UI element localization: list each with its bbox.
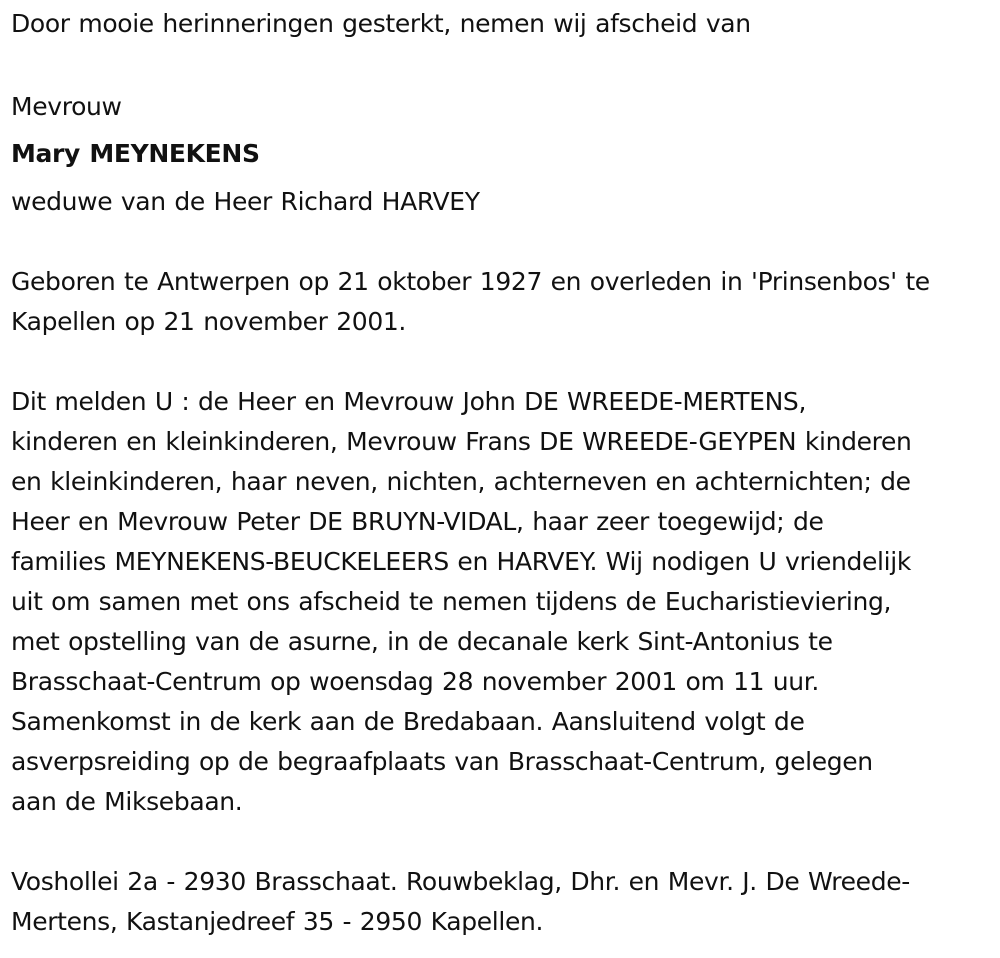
paragraph-line: kinderen en kleinkinderen, Mevrouw Frans DE WREEDE-GEYPEN kinderen [11,427,912,456]
address-paragraph [11,862,910,942]
paragraph-line: Brasschaat-Centrum op woensdag 28 november 2001 om 11 uur. [11,667,820,696]
paragraph-line: Voshollei 2a - 2930 Brasschaat. Rouwbeklag, Dhr. en Mevr. J. De Wreede- [11,867,910,896]
paragraph-line: uit om samen met ons afscheid te nemen tijdens de Eucharistieviering, [11,587,892,616]
honorific: Mevrouw [11,92,122,121]
deceased-name: Mary MEYNEKENS [11,139,260,168]
paragraph-line: Kapellen op 21 november 2001. [11,307,407,336]
paragraph-line: en kleinkinderen, haar neven, nichten, achterneven en achternichten; de [11,467,911,496]
paragraph-line: aan de Miksebaan. [11,787,243,816]
paragraph-line: asverpsreiding op de begraafplaats van Brasschaat-Centrum, gelegen [11,747,873,776]
paragraph-line: Samenkomst in de kerk aan de Bredabaan. Aansluitend volgt de [11,707,805,736]
paragraph-line: Heer en Mevrouw Peter DE BRUYN-VIDAL, haar zeer toegewijd; de [11,507,824,536]
paragraph-line: Geboren te Antwerpen op 21 oktober 1927 en overleden in 'Prinsenbos' te [11,267,930,296]
intro-text: Door mooie herinneringen gesterkt, nemen wij afscheid van [11,9,751,38]
announcement-paragraph [11,382,912,822]
paragraph-line: families MEYNEKENS-BEUCKELEERS en HARVEY. Wij nodigen U vriendelijk [11,547,911,576]
paragraph-line: met opstelling van de asurne, in de decanale kerk Sint-Antonius te [11,627,833,656]
widow-of: weduwe van de Heer Richard HARVEY [11,187,480,216]
paragraph-line: Dit melden U : de Heer en Mevrouw John DE WREEDE-MERTENS, [11,387,807,416]
paragraph-line: Mertens, Kastanjedreef 35 - 2950 Kapellen. [11,907,544,936]
birth-death-paragraph [11,262,930,342]
